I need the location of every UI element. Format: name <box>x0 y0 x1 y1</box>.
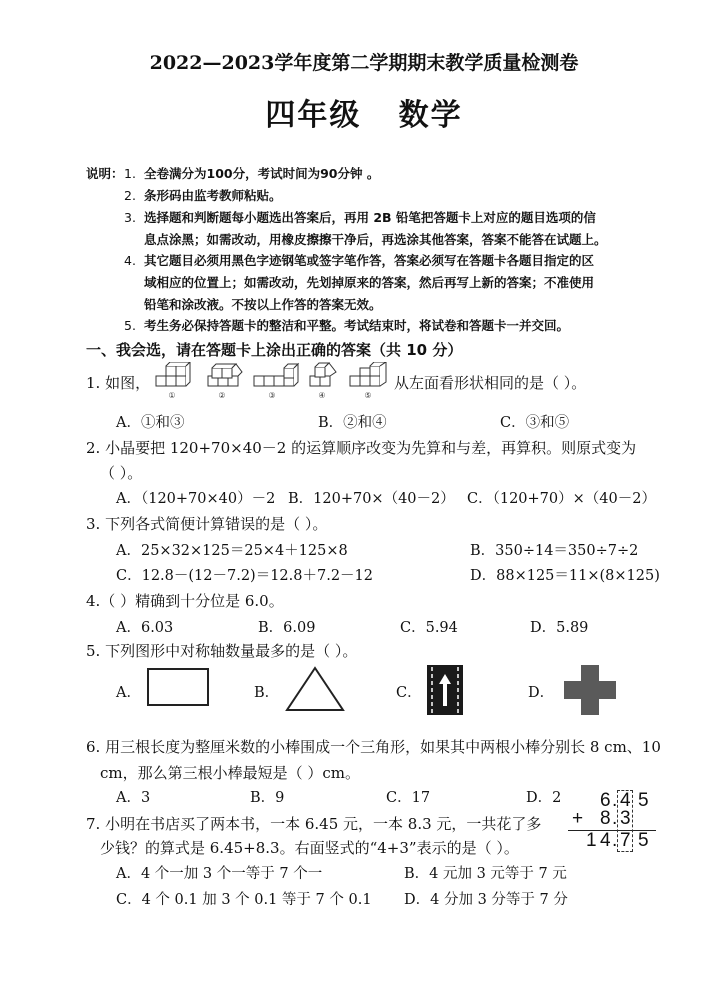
q6-option-d[interactable]: D．2 <box>526 790 562 806</box>
note-1: 1. 全卷满分为100分，考试时间为90分钟 。 <box>124 166 380 181</box>
v-digit: 1 <box>586 830 597 851</box>
note-3-cont: 息点涂黑；如需改动，用橡皮擦擦干净后，再选涂其他答案，答案不能答在试题上。 <box>144 232 607 247</box>
q3-option-d[interactable]: D．88×125＝11×(8×125) <box>470 568 660 584</box>
question-5: 5. 下列图形中对称轴数量最多的是（ ）。 <box>86 642 358 660</box>
v-digit: 6 <box>600 790 611 811</box>
q4-option-b[interactable]: B．6.09 <box>258 620 316 636</box>
question-7: 7. 小明在书店买了两本书，一本 6.45 元，一本 8.3 元，一共花了多 <box>86 815 542 833</box>
v-digit: 4 <box>600 830 611 851</box>
v-point: . <box>612 808 618 829</box>
q1-option-c[interactable]: C．③和⑤ <box>500 415 570 431</box>
rectangle-shape <box>147 668 209 706</box>
v-point: . <box>612 790 618 811</box>
q6-option-b[interactable]: B．9 <box>250 790 285 806</box>
triangle-shape <box>284 665 346 713</box>
note-5: 5. 考生务必保持答题卡的整洁和平整。考试结束时，将试卷和答题卡一并交回。 <box>124 318 570 333</box>
q1-option-a[interactable]: A．①和③ <box>116 415 185 431</box>
q5-option-d[interactable]: D． <box>528 685 555 701</box>
figure-label-2: ② <box>218 391 226 400</box>
cube-figures <box>150 362 390 402</box>
question-1: 1. 如图， <box>86 374 151 392</box>
v-digit: 8 <box>600 808 611 829</box>
q7-option-c[interactable]: C．4 个 0.1 加 3 个 0.1 等于 7 个 0.1 <box>116 892 372 908</box>
q2-option-c[interactable]: C．（120+70）×（40－2） <box>467 491 656 507</box>
notes-label: 说明： <box>86 166 124 181</box>
cube-figure-1 <box>156 362 190 386</box>
v-digit: 5 <box>638 830 649 851</box>
q2-option-b[interactable]: B．120+70×（40－2） <box>288 491 455 507</box>
section-title: 一、我会选，请在答题卡上涂出正确的答案（共 10 分） <box>86 341 463 359</box>
exam-subtitle: 四年级 数学 <box>265 98 463 133</box>
figure-label-4: ④ <box>318 391 326 400</box>
q5-option-b[interactable]: B． <box>254 685 280 701</box>
question-7-cont: 少钱？的算式是 6.45+8.3。右面竖式的“4+3”表示的是（ ）。 <box>100 839 519 857</box>
v-digit: 7 <box>620 830 631 851</box>
question-4: 4.（ ）精确到十分位是 6.0。 <box>86 592 284 610</box>
v-point: . <box>612 830 618 851</box>
q7-option-d[interactable]: D．4 分加 3 分等于 7 分 <box>404 892 568 908</box>
q4-option-a[interactable]: A．6.03 <box>116 620 174 636</box>
note-3: 3. 选择题和判断题每小题选出答案后，再用 2B 铅笔把答题卡上对应的题目选项的信 <box>124 210 596 225</box>
figure-label-1: ① <box>168 391 176 400</box>
exam-title: 2022—2023学年度第二学期期末教学质量检测卷 <box>149 52 579 74</box>
figure-label-3: ③ <box>268 391 276 400</box>
question-6: 6. 用三根长度为整厘米数的小棒围成一个三角形，如果其中两根小棒分别长 8 cm、10 <box>86 738 661 756</box>
q7-option-a[interactable]: A．4 个一加 3 个一等于 7 个一 <box>116 866 323 882</box>
question-1-suffix: 从左面看形状相同的是（ ）。 <box>394 374 587 392</box>
figure-label-5: ⑤ <box>364 391 372 400</box>
question-2-cont: （ ）。 <box>100 464 143 482</box>
q4-option-c[interactable]: C．5.94 <box>400 620 458 636</box>
plus-sign: + <box>572 808 584 829</box>
question-3: 3. 下列各式简便计算错误的是（ ）。 <box>86 515 328 533</box>
v-digit: 4 <box>620 790 631 811</box>
road-arrow-sign-icon <box>426 664 464 716</box>
q5-option-c[interactable]: C． <box>396 685 422 701</box>
q7-option-b[interactable]: B．4 元加 3 元等于 7 元 <box>404 866 567 882</box>
q1-option-b[interactable]: B．②和④ <box>318 415 387 431</box>
v-digit: 5 <box>638 790 649 811</box>
q5-option-a[interactable]: A． <box>116 685 141 701</box>
q3-option-c[interactable]: C．12.8－(12－7.2)＝12.8＋7.2－12 <box>116 568 373 584</box>
note-4-cont-2: 铅笔和涂改液。不按以上作答的答案无效。 <box>144 297 382 312</box>
cube-figure-5 <box>350 362 386 386</box>
q3-option-a[interactable]: A．25×32×125＝25×4＋125×8 <box>116 543 348 559</box>
note-4: 4. 其它题目必须用黑色字迹钢笔或签字笔作答，答案必须写在答题卡各题目指定的区 <box>124 253 595 268</box>
q6-option-a[interactable]: A．3 <box>116 790 151 806</box>
vertical-addition <box>564 790 664 854</box>
q4-option-d[interactable]: D．5.89 <box>530 620 589 636</box>
note-2: 2. 条形码由监考教师粘贴。 <box>124 188 282 203</box>
highlight-dashed-box <box>617 790 633 852</box>
q3-option-b[interactable]: B．350÷14＝350÷7÷2 <box>470 543 639 559</box>
note-4-cont-1: 域相应的位置上；如需改动，先划掉原来的答案，然后再写上新的答案；不准使用 <box>144 275 595 290</box>
cube-figure-3 <box>254 364 298 386</box>
v-digit: 3 <box>620 808 631 829</box>
cross-shape <box>563 664 617 716</box>
q6-option-c[interactable]: C．17 <box>386 790 431 806</box>
cube-figure-4 <box>310 363 336 386</box>
question-2: 2. 小晶要把 120+70×40－2 的运算顺序改变为先算和与差，再算积。则原式变为 <box>86 439 637 457</box>
question-6-cont: cm，那么第三根小棒最短是（ ）cm。 <box>100 764 361 782</box>
q2-option-a[interactable]: A．（120+70×40）－2 <box>116 491 276 507</box>
cube-figure-2 <box>208 364 242 386</box>
